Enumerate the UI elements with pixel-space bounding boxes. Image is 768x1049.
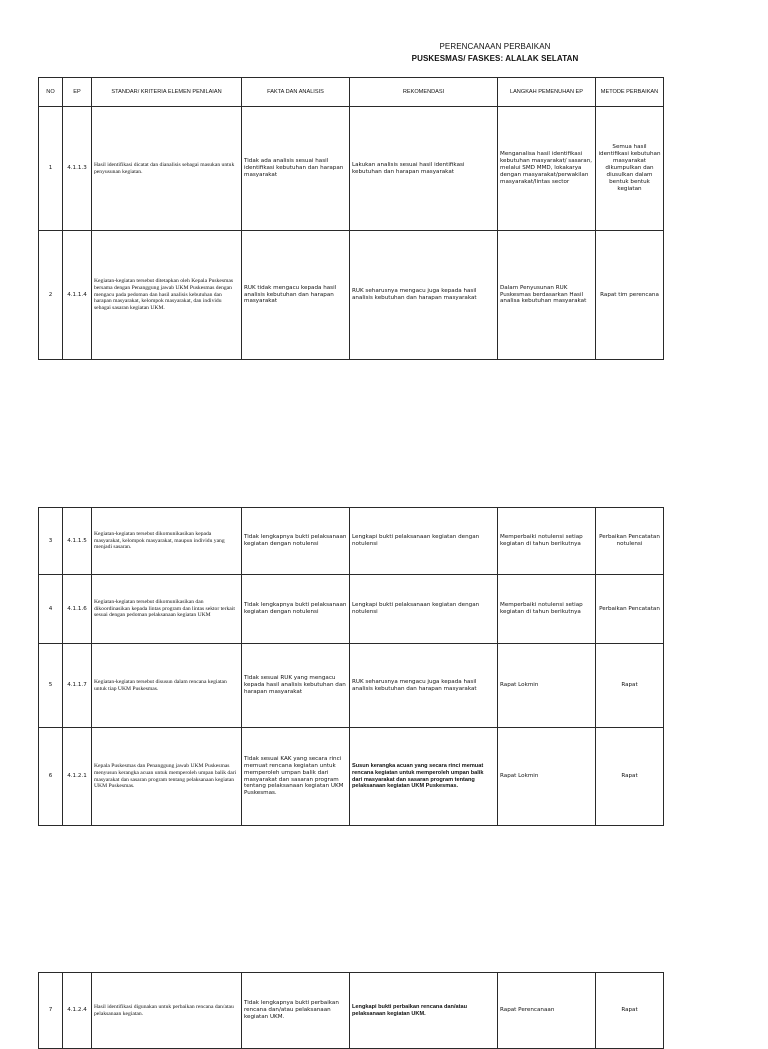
header-rekomendasi: REKOMENDASI bbox=[350, 78, 498, 107]
cell-no: 2 bbox=[39, 231, 63, 360]
document-subtitle: PUSKESMAS/ FASKES: ALALAK SELATAN bbox=[411, 54, 579, 63]
cell-metode: Rapat bbox=[596, 728, 664, 826]
cell-ep: 4.1.2.1 bbox=[63, 728, 92, 826]
cell-no: 5 bbox=[39, 644, 63, 728]
table-row bbox=[39, 728, 664, 826]
cell-ep: 4.1.2.4 bbox=[63, 973, 92, 1049]
cell-rekomendasi: RUK seharusnya mengacu juga kepada hasil analisis kebutuhan dan harapan masyarakat bbox=[350, 644, 498, 728]
cell-metode: Perbaikan Pencatatan bbox=[596, 575, 664, 644]
header-no: NO bbox=[39, 78, 63, 107]
cell-rekomendasi: Lakukan analisis sesuai hasil identifikasi kebutuhan dan harapan masyarakat bbox=[350, 107, 498, 231]
cell-no: 1 bbox=[39, 107, 63, 231]
cell-langkah: Menganalisa hasil identifikasi kebutuhan masyarakat/ sasaran, melalui SMD MMD, lokakarya dengan masyarakat/perwakilan masyarakat/lintas sector bbox=[498, 107, 596, 231]
cell-fakta: Tidak lengkapnya bukti pelaksanaan kegiatan dengan notulensi bbox=[242, 575, 350, 644]
header-standar: STANDAR/ KRITERIA ELEMEN PENILAIAN bbox=[92, 78, 242, 107]
cell-no: 4 bbox=[39, 575, 63, 644]
cell-ep: 4.1.1.5 bbox=[63, 508, 92, 575]
table-header-row bbox=[39, 78, 664, 107]
header-langkah: LANGKAH PEMENUHAN EP bbox=[498, 78, 596, 107]
cell-metode: Rapat bbox=[596, 644, 664, 728]
cell-standar: Kegiatan-kegiatan tersebut disusun dalam rencana kegiatan untuk tiap UKM Puskesmas. bbox=[92, 644, 242, 728]
cell-langkah: Rapat Lokmin bbox=[498, 728, 596, 826]
cell-standar: Kegiatan-kegiatan tersebut dikomunikasikan kepada masyarakat, kelompok masyarakat, maupun individu yang menjadi sasaran. bbox=[92, 508, 242, 575]
cell-langkah: Dalam Penyusunan RUK Puskesmas berdasarkan Hasil analisa kebutuhan masyarakat bbox=[498, 231, 596, 360]
cell-rekomendasi: Lengkapi bukti pelaksanaan kegiatan dengan notulensi bbox=[350, 575, 498, 644]
cell-ep: 4.1.1.3 bbox=[63, 107, 92, 231]
header-ep: EP bbox=[63, 78, 92, 107]
cell-rekomendasi: Susun kerangka acuan yang secara rinci memuat rencana kegiatan untuk memperoleh umpan balik dari masyarakat dan sasaran program tentang pelaksanaan kegiatan UKM Puskesmas. bbox=[350, 728, 498, 826]
cell-rekomendasi: RUK seharusnya mengacu juga kepada hasil analisis kebutuhan dan harapan masyarakat bbox=[350, 231, 498, 360]
header-metode: METODE PERBAIKAN bbox=[596, 78, 664, 107]
cell-standar: Hasil identifikasi dicatat dan dianalisis sebagai masukan untuk penyusunan kegiatan. bbox=[92, 107, 242, 231]
cell-langkah: Rapat Lokmin bbox=[498, 644, 596, 728]
improvement-plan-table-3 bbox=[38, 972, 664, 1049]
cell-rekomendasi: Lengkapi bukti perbaikan rencana dan/atau pelaksanaan kegiatan UKM. bbox=[350, 973, 498, 1049]
cell-langkah: Rapat Perencanaan bbox=[498, 973, 596, 1049]
improvement-plan-table-2 bbox=[38, 507, 664, 826]
cell-metode: Rapat tim perencana bbox=[596, 231, 664, 360]
cell-langkah: Memperbaiki notulensi setiap kegiatan di tahun berikutnya bbox=[498, 508, 596, 575]
cell-no: 7 bbox=[39, 973, 63, 1049]
cell-fakta: Tidak sesuai RUK yang mengacu kepada hasil analisis kebutuhan dan harapan masyarakat bbox=[242, 644, 350, 728]
table-row bbox=[39, 107, 664, 231]
improvement-plan-table-1 bbox=[38, 77, 664, 360]
cell-no: 6 bbox=[39, 728, 63, 826]
cell-fakta: Tidak ada analisis sesuai hasil identifikasi kebutuhan dan harapan masyarakat bbox=[242, 107, 350, 231]
cell-no: 3 bbox=[39, 508, 63, 575]
header-fakta: FAKTA DAN ANALISIS bbox=[242, 78, 350, 107]
cell-rekomendasi: Lengkapi bukti pelaksanaan kegiatan dengan notulensi bbox=[350, 508, 498, 575]
cell-metode: Rapat bbox=[596, 973, 664, 1049]
cell-standar: Kepala Puskesmas dan Penanggung jawab UKM Puskesmas menyusun kerangka acuan untuk memperoleh umpan balik dari masyarakat dan sasaran program tentang pelaksanaan kegiatan UKM Puskesmas. bbox=[92, 728, 242, 826]
table-row bbox=[39, 973, 664, 1049]
cell-fakta: Tidak sesuai KAK yang secara rinci memuat rencana kegiatan untuk memperoleh umpan balik dari masyarakat dan sasaran program tentang pelaksanaan kegiatan UKM Puskesmas. bbox=[242, 728, 350, 826]
cell-metode: Perbaikan Pencatatan notulensi bbox=[596, 508, 664, 575]
cell-fakta: RUK tidak mengacu kepada hasil analisis kebutuhan dan harapan masyarakat bbox=[242, 231, 350, 360]
cell-ep: 4.1.1.7 bbox=[63, 644, 92, 728]
table-row bbox=[39, 644, 664, 728]
cell-standar: Kegiatan-kegiatan tersebut dikomunikasikan dan dikoordinasikan kepada lintas program dan lintas sektor terkait sesuai dengan pedoman pelaksanaan kegiatan UKM bbox=[92, 575, 242, 644]
cell-langkah: Memperbaiki notulensi setiap kegiatan di tahun berikutnya bbox=[498, 575, 596, 644]
table-row bbox=[39, 231, 664, 360]
cell-ep: 4.1.1.4 bbox=[63, 231, 92, 360]
cell-fakta: Tidak lengkapnya bukti pelaksanaan kegiatan dengan notulensi bbox=[242, 508, 350, 575]
cell-metode: Semua hasil identifikasi kebutuhan masyarakat dikumpulkan dan diusulkan dalam bentuk bentuk kegiatan bbox=[596, 107, 664, 231]
cell-standar: Hasil identifikasi digunakan untuk perbaikan rencana dan/atau pelaksanaan kegiatan. bbox=[92, 973, 242, 1049]
table-row bbox=[39, 508, 664, 575]
document-title: PERENCANAAN PERBAIKAN bbox=[439, 42, 551, 51]
cell-ep: 4.1.1.6 bbox=[63, 575, 92, 644]
cell-standar: Kegiatan-kegiatan tersebut ditetapkan oleh Kepala Puskesmas bersama dengan Penanggung jawab UKM Puskesmas dengan mengacu pada pedoman dan hasil analisis kebutuhan dan harapan masyarakat, kelompok masyarakat, dan individu sebagai sasaran kegiatan UKM. bbox=[92, 231, 242, 360]
cell-fakta: Tidak lengkapnya bukti perbaikan rencana dan/atau pelaksanaan kegiatan UKM. bbox=[242, 973, 350, 1049]
table-row bbox=[39, 575, 664, 644]
